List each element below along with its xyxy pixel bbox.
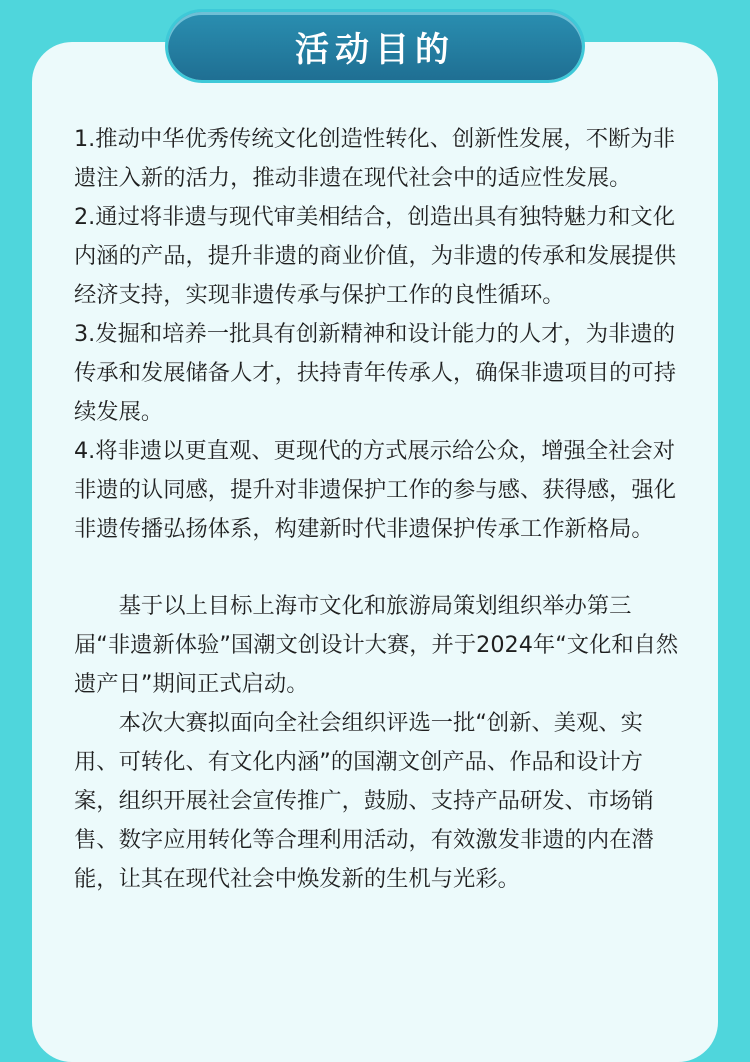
objective-3: 3.发掘和培养一批具有创新精神和设计能力的人才，为非遗的传承和发展储备人才，扶持青年传承人，确保非遗项目的可持续发展。	[74, 321, 677, 425]
paragraph-contest: 本次大赛拟面向全社会组织评选一批“创新、美观、实用、可转化、有文化内涵”的国潮文创产品、作品和设计方案，组织开展社会宣传推广，鼓励、支持产品研发、市场销售、数字应用转化等合理利用活动，有效激发非遗的内在潜能，让其在现代社会中焕发新的生机与光彩。	[74, 710, 654, 892]
paragraph-background: 基于以上目标上海市文化和旅游局策划组织举办第三届“非遗新体验”国潮文创设计大赛，并于2024年“文化和自然遗产日”期间正式启动。	[74, 593, 679, 697]
objective-4: 4.将非遗以更直观、更现代的方式展示给公众，增强全社会对非遗的认同感，提升对非遗保护工作的参与感、获得感，强化非遗传播弘扬体系，构建新时代非遗保护传承工作新格局。	[74, 438, 677, 542]
page-title: 活动目的	[295, 29, 455, 70]
title-banner	[168, 12, 582, 80]
objective-2: 2.通过将非遗与现代审美相结合，创造出具有独特魅力和文化内涵的产品，提升非遗的商业价值，为非遗的传承和发展提供经济支持，实现非遗传承与保护工作的良性循环。	[74, 204, 677, 308]
content-body	[74, 120, 680, 899]
objective-1: 1.推动中华优秀传统文化创造性转化、创新性发展，不断为非遗注入新的活力，推动非遗在现代社会中的适应性发展。	[74, 126, 675, 191]
